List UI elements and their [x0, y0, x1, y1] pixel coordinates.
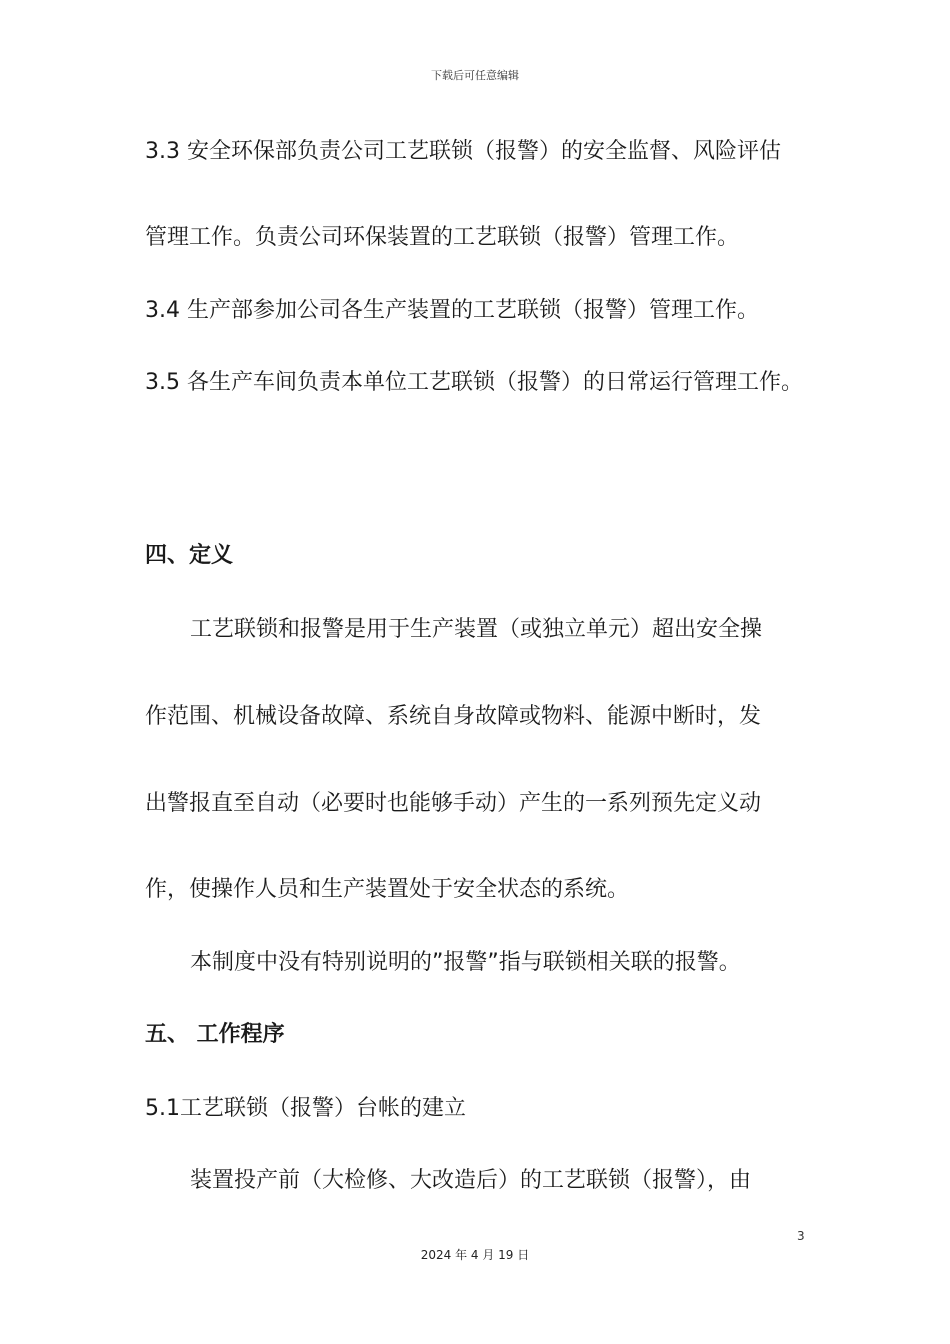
section-heading-procedure: 五、 工作程序 [145, 1022, 285, 1047]
clause-5-1-title: 5.1工艺联锁（报警）台帐的建立 [145, 1096, 466, 1121]
section-heading-definition: 四、定义 [145, 543, 234, 568]
clause-3-3-line-1: 3.3 安全环保部负责公司工艺联锁（报警）的安全监督、风险评估 [145, 139, 781, 164]
clause-3-4: 3.4 生产部参加公司各生产装置的工艺联锁（报警）管理工作。 [145, 298, 759, 323]
clause-5-1-paragraph-line-1: 装置投产前（大检修、大改造后）的工艺联锁（报警），由 [190, 1168, 752, 1193]
page-number: 3 [797, 1229, 805, 1243]
footer-date: 2024 年 4 月 19 日 [420, 1248, 530, 1262]
definition-paragraph-line-2: 作范围、机械设备故障、系统自身故障或物料、能源中断时，发 [145, 704, 762, 729]
definition-paragraph-line-4: 作，使操作人员和生产装置处于安全状态的系统。 [145, 877, 630, 902]
clause-3-5: 3.5 各生产车间负责本单位工艺联锁（报警）的日常运行管理工作。 [145, 370, 803, 395]
header-note: 下载后可任意编辑 [431, 69, 519, 82]
definition-note: 本制度中没有特别说明的”报警”指与联锁相关联的报警。 [190, 950, 741, 975]
definition-paragraph-line-1: 工艺联锁和报警是用于生产装置（或独立单元）超出安全操 [190, 617, 763, 642]
definition-paragraph-line-3: 出警报直至自动（必要时也能够手动）产生的一系列预先定义动 [145, 791, 762, 816]
clause-3-3-line-2: 管理工作。负责公司环保装置的工艺联锁（报警）管理工作。 [145, 225, 740, 250]
